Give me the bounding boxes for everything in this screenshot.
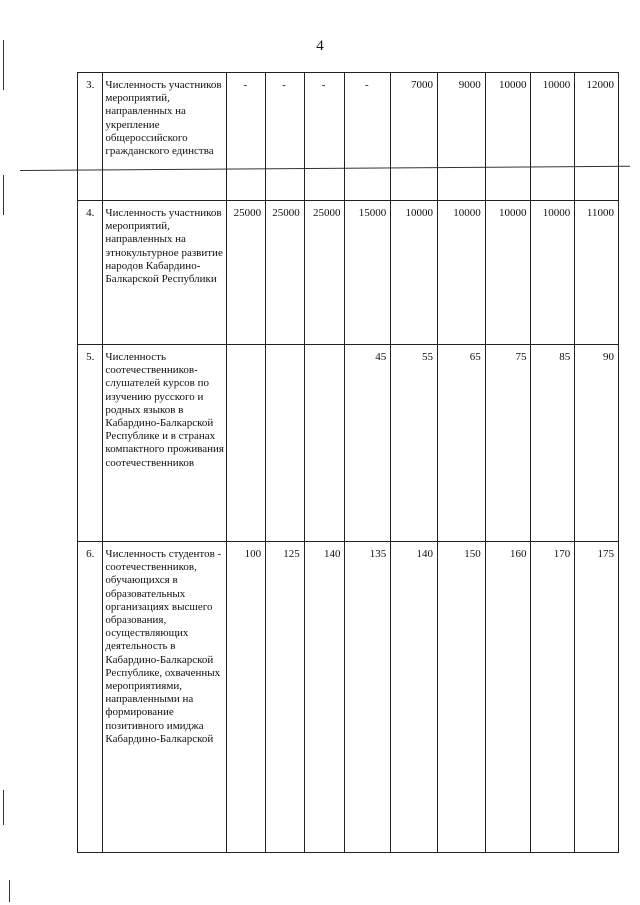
value-cell: 45 xyxy=(345,345,391,542)
value-cell: 125 xyxy=(266,542,305,853)
value-cell: 10000 xyxy=(437,201,485,345)
row-description: Численность студентов - соотечественников, обучающихся в образовательных организациях высшего образования, осуществляющих деятельность в Кабардино-Балкарской Республике, охваченных мероприятиями, направленными на формирование позитивного имиджа Кабардино-Балкарской xyxy=(103,542,227,853)
row-number: 4. xyxy=(78,201,103,345)
value-cell: 10000 xyxy=(531,73,575,201)
table-body xyxy=(78,73,619,853)
indicators-table xyxy=(77,72,619,853)
table-row xyxy=(78,345,619,542)
value-cell: 25000 xyxy=(227,201,266,345)
value-cell: 170 xyxy=(531,542,575,853)
page-number: 4 xyxy=(316,38,324,54)
value-cell: - xyxy=(227,73,266,201)
value-cell: - xyxy=(345,73,391,201)
row-description: Численность участников мероприятий, направленных на этнокультурное развитие народов Кабардино-Балкарской Республики xyxy=(103,201,227,345)
scan-line-left-top xyxy=(3,40,4,90)
value-cell: 55 xyxy=(391,345,438,542)
table-row xyxy=(78,542,619,853)
value-cell: 140 xyxy=(391,542,438,853)
value-cell: 12000 xyxy=(575,73,619,201)
value-cell: 100 xyxy=(227,542,266,853)
row-description: Численность соотечественников-слушателей курсов по изучению русского и родных языков в Кабардино-Балкарской Республике и в странах компактного проживания соотечественников xyxy=(103,345,227,542)
value-cell: 140 xyxy=(304,542,345,853)
value-cell: 135 xyxy=(345,542,391,853)
value-cell xyxy=(304,345,345,542)
value-cell: 25000 xyxy=(304,201,345,345)
value-cell: 7000 xyxy=(391,73,438,201)
value-cell: 10000 xyxy=(391,201,438,345)
value-cell: 10000 xyxy=(485,201,531,345)
row-number: 5. xyxy=(78,345,103,542)
scan-line-left-low xyxy=(3,790,4,825)
value-cell: 150 xyxy=(437,542,485,853)
value-cell: 65 xyxy=(437,345,485,542)
scan-line-left-mid xyxy=(3,175,4,215)
value-cell: - xyxy=(266,73,305,201)
row-number: 6. xyxy=(78,542,103,853)
value-cell xyxy=(266,345,305,542)
value-cell: 25000 xyxy=(266,201,305,345)
value-cell: 90 xyxy=(575,345,619,542)
value-cell: 85 xyxy=(531,345,575,542)
table-row xyxy=(78,73,619,201)
value-cell: 10000 xyxy=(531,201,575,345)
value-cell xyxy=(227,345,266,542)
value-cell: 10000 xyxy=(485,73,531,201)
value-cell: 9000 xyxy=(437,73,485,201)
scan-line-left-bottom xyxy=(9,880,10,902)
row-description: Численность участников мероприятий, направленных на укрепление общероссийского гражданского единства xyxy=(103,73,227,201)
value-cell: 75 xyxy=(485,345,531,542)
value-cell: 11000 xyxy=(575,201,619,345)
row-number: 3. xyxy=(78,73,103,201)
value-cell: 175 xyxy=(575,542,619,853)
value-cell: 160 xyxy=(485,542,531,853)
value-cell: 15000 xyxy=(345,201,391,345)
table-row xyxy=(78,201,619,345)
value-cell: - xyxy=(304,73,345,201)
